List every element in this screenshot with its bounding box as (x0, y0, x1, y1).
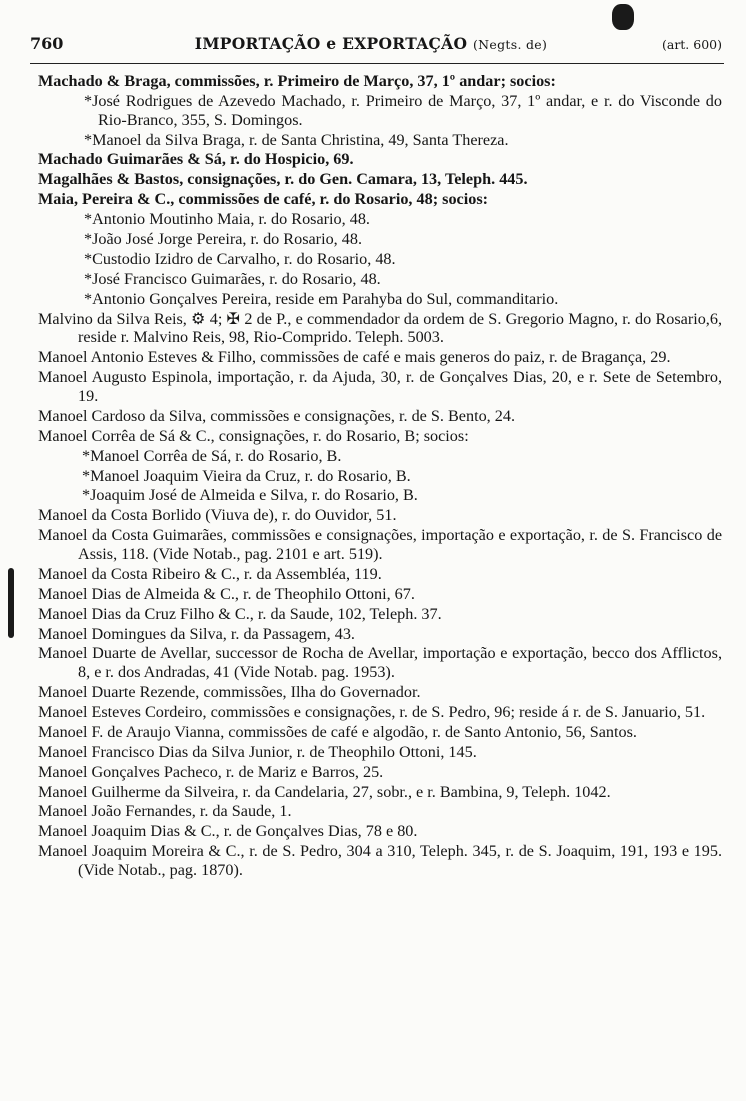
entry-partner: *Antonio Moutinho Maia, r. do Rosario, 48. (84, 210, 370, 229)
entry-partner: *Antonio Gonçalves Pereira, reside em Parahyba do Sul, commanditario. (84, 289, 559, 308)
entry: Manoel Esteves Cordeiro, commissões e consignações, r. de S. Pedro, 96; reside á r. de S. Januario, 51. (38, 703, 706, 722)
entry: Manoel Antonio Esteves & Filho, commissões de café e mais generos do paiz, r. de Bragança, 29. (38, 348, 671, 367)
entry: Manoel Guilherme da Silveira, r. da Candelaria, 27, sobr., e r. Bambina, 9, Teleph. 1042. (38, 782, 611, 801)
entry: Magalhães & Bastos, consignações, r. do Gen. Camara, 13, Teleph. 445. (38, 170, 528, 189)
entry: Manoel Dias de Almeida & C., r. de Theophilo Ottoni, 67. (38, 584, 415, 603)
entry-partner: *Manoel Joaquim Vieira da Cruz, r. do Rosario, B. (82, 466, 411, 485)
entry: Manoel Joaquim Moreira & C., r. de S. Pedro, 304 a 310, Teleph. 345, r. de S. Joaquim, 191, 193 e 195. (Vide Notab., pag. 1870). (38, 842, 722, 880)
page-title (90, 34, 652, 53)
entry-partner: *Manoel da Silva Braga, r. de Santa Christina, 49, Santa Thereza. (84, 130, 509, 149)
directory-entries (38, 72, 722, 881)
page-title-text: IMPORTAÇÃO e EXPORTAÇÃO (194, 34, 468, 53)
ink-mark-left-margin (8, 568, 14, 638)
entry-partner: *José Francisco Guimarães, r. do Rosario, 48. (84, 269, 381, 288)
entry: Manoel Joaquim Dias & C., r. de Gonçalves Dias, 78 e 80. (38, 822, 418, 841)
entry: Machado Guimarães & Sá, r. do Hospicio, 69. (38, 150, 354, 169)
entry: Manoel da Costa Ribeiro & C., r. da Assembléa, 119. (38, 564, 382, 583)
entry: Manoel Corrêa de Sá & C., consignações, r. do Rosario, B; socios: (38, 426, 469, 445)
page-title-suffix: (Negts. de) (473, 37, 548, 52)
ink-blot-top-right (612, 4, 634, 30)
entry-partner: *Joaquim José de Almeida e Silva, r. do Rosario, B. (82, 486, 418, 505)
page-number: 760 (30, 34, 64, 53)
entry: Manoel Duarte Rezende, commissões, Ilha do Governador. (38, 683, 421, 702)
entry: Malvino da Silva Reis, ⚙ 4; ✠ 2 de P., e commendador da ordem de S. Gregorio Magno, r. do Rosario,6, reside r. Malvino Reis, 98, Rio-Comprido. Teleph. 5003. (38, 309, 722, 347)
entry: Manoel Gonçalves Pacheco, r. de Mariz e Barros, 25. (38, 762, 384, 781)
entry: Manoel F. de Araujo Vianna, commissões de café e algodão, r. de Santo Antonio, 56, Santos. (38, 722, 637, 741)
entry-partner: *Custodio Izidro de Carvalho, r. do Rosario, 48. (84, 249, 396, 268)
header-rule (30, 63, 724, 64)
entry: Manoel Duarte de Avellar, successor de Rocha de Avellar, importação e exportação, becco dos Afflictos, 8, e r. dos Andradas, 41 (Vide Notab. pag. 1953). (38, 644, 722, 682)
entry: Manoel João Fernandes, r. da Saude, 1. (38, 802, 292, 821)
entry: Maia, Pereira & C., commissões de café, r. do Rosario, 48; socios: (38, 190, 489, 209)
entry-partner: *Manoel Corrêa de Sá, r. do Rosario, B. (82, 446, 342, 465)
entry: Manoel Dias da Cruz Filho & C., r. da Saude, 102, Teleph. 37. (38, 604, 442, 623)
entry: Manoel da Costa Borlido (Viuva de), r. do Ouvidor, 51. (38, 506, 397, 525)
entry-partner: *José Rodrigues de Azevedo Machado, r. Primeiro de Março, 37, 1º andar, e r. do Visconde do Rio-Branco, 355, S. Domingos. (84, 91, 722, 129)
entry: Manoel Francisco Dias da Silva Junior, r. de Theophilo Ottoni, 145. (38, 742, 477, 761)
page-header (30, 34, 722, 58)
entry: Manoel Domingues da Silva, r. da Passagem, 43. (38, 624, 355, 643)
entry: Manoel Augusto Espinola, importação, r. da Ajuda, 30, r. de Gonçalves Dias, 20, e r. Sete de Setembro, 19. (38, 368, 722, 405)
entry-partner: *João José Jorge Pereira, r. do Rosario, 48. (84, 230, 362, 249)
entry: Machado & Braga, commissões, r. Primeiro de Março, 37, 1º andar; socios: (38, 72, 556, 90)
entry: Manoel Cardoso da Silva, commissões e consignações, r. de S. Bento, 24. (38, 406, 516, 425)
entry: Manoel da Costa Guimarães, commissões e consignações, importação e exportação, r. de S. Francisco de Assis, 118. (Vide Notab., pag. 2101 e art. 519). (38, 526, 722, 563)
article-reference: (art. 600) (661, 37, 722, 52)
